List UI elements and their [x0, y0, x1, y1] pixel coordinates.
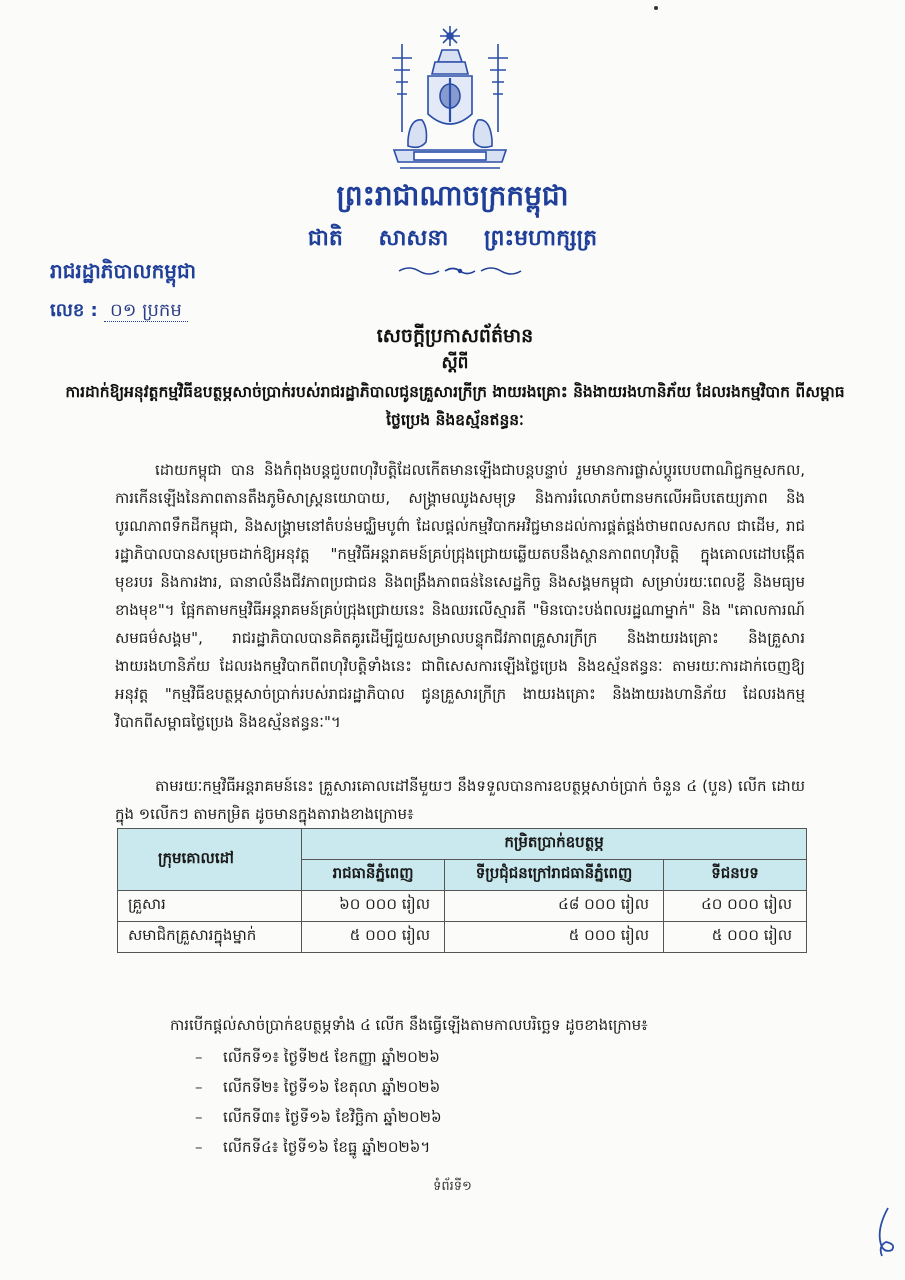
- scan-speck: [654, 6, 658, 10]
- list-item: – លើកទី៤៖ ថ្ងៃទី១៦ ខែធ្នូ ឆ្នាំ២០២៦។: [195, 1132, 442, 1162]
- table-cell: ៥ ០០០ រៀល: [664, 922, 807, 953]
- row-group-label: គ្រួសារ: [118, 891, 302, 922]
- ornament-divider-icon: [395, 264, 525, 278]
- page-number: ទំព័រទី១: [433, 1179, 472, 1194]
- payment-schedule-list: [195, 1042, 442, 1162]
- paragraph-program: តាមរយៈកម្មវិធីអន្តរាគមន៍នេះ គ្រួសារគោលដៅនីមួយៗ នឹងទទួលបានការឧបត្ថម្ភសាច់ប្រាក់ ចំនួន ៤ (បួន) លើក ដោយក្នុង ១លើកៗ តាមកម្រិត ដូចមានក្នុងតារាងខាងក្រោម៖: [115, 777, 805, 823]
- table-cell: ៦០ ០០០ រៀល: [302, 891, 445, 922]
- royal-emblem-icon: [380, 22, 520, 174]
- reference-number-value: ០១ ប្រកម: [104, 300, 188, 322]
- kingdom-title: ព្រះរាជាណាចក្រកម្ពុជា: [336, 179, 569, 212]
- paragraph-context: ដោយកម្ពុជា បាន និងកំពុងបន្តជួបពហុវិបត្តិដែលកើតមានឡើងជាបន្តបន្ទាប់ រួមមានការផ្លាស់ប្តូរបេបពាណិជ្ជកម្មសកល, ការកើនឡើងនៃភាពតានតឹងភូមិសាស្ត្រនយោបាយ, សង្គ្រាមឈូងសមុទ្រ និងការរំលោភបំពានមកលើអធិបតេយ្យភាព និងបូរណភាពទឹកដីកម្ពុជា, និងសង្គ្រាមនៅតំបន់មជ្ឈិមបូព៌ា ដែលផ្តល់កម្មវិបាកអវិជ្ជមានដល់ការផ្គត់ផ្គង់ថាមពលសកល ជាដើម, រាជរដ្ឋាភិបាលបានសម្រេចដាក់ឱ្យអនុវត្ត "កម្មវិធីអន្តរាគមន៍គ្រប់ជ្រុងជ្រោយឆ្លើយតបនឹងស្ថានភាពពហុវិបត្តិ ក្នុងគោលដៅបង្កើតមុខរបរ និងការងារ, ធានាលំនឹងជីវភាពប្រជាជន និងពង្រឹងភាពធន់នៃសេដ្ឋកិច្ច និងសង្គមកម្ពុជា សម្រាប់រយៈពេលខ្លី និងមធ្យមខាងមុខ"។ ផ្អែកតាមកម្មវិធីអន្តរាគមន៍គ្រប់ជ្រុងជ្រោយនេះ និងឈរលើស្មារតី "មិនបោះបង់ពលរដ្ឋណាម្នាក់" និង "គោលការណ៍សមធម៌សង្គម", រាជរដ្ឋាភិបាលបានគិតគូរដើម្បីជួយសម្រាលបន្ទុកជីវភាពគ្រួសារក្រីក្រ និងងាយរងគ្រោះ និងគ្រួសារងាយរងហានិភ័យ ដែលរងកម្មវិបាកពីពហុវិបត្តិទាំងនេះ ជាពិសេសការឡើងថ្លៃប្រេង និងឧស្ម័នឥន្ធនៈ តាមរយៈការដាក់ចេញឱ្យអនុវត្ត "កម្មវិធីឧបត្ថម្ភសាច់ប្រាក់របស់រាជរដ្ឋាភិបាល ជូនគ្រួសារក្រីក្រ ងាយរងគ្រោះ និងងាយរងហានិភ័យ ដែលរងកម្មវិបាកពីសម្ពាធថ្លៃប្រេង និងឧស្ម័នឥន្ធនៈ"។: [115, 461, 805, 731]
- reference-number: [50, 298, 188, 325]
- document-type-title: សេចក្តីប្រកាសព័ត៌មាន: [376, 325, 534, 347]
- motto-nation: ជាតិ: [307, 226, 343, 251]
- subsidy-table: [117, 828, 807, 953]
- list-item: – លើកទី១៖ ថ្ងៃទី២៥ ខែកញ្ញា ឆ្នាំ២០២៦: [195, 1042, 442, 1072]
- col-header-urban-provinces: ទីប្រជុំជនក្រៅរាជធានីភ្នំពេញ: [445, 860, 664, 891]
- table-row: [118, 891, 807, 922]
- col-header-rural: ទីជនបទ: [664, 860, 807, 891]
- row-group-label: សមាជិកគ្រួសារក្នុងម្នាក់: [118, 922, 302, 953]
- table-header-row: [118, 829, 807, 860]
- paragraph-schedule: ការបើកផ្តល់សាច់ប្រាក់ឧបត្ថម្ភទាំង ៤ លើក នឹងធ្វើឡើងតាមកាលបរិច្ឆេទ ដូចខាងក្រោម៖: [170, 1016, 648, 1034]
- col-header-subsidy-levels: កម្រិតប្រាក់ឧបត្ថម្ភ: [302, 829, 807, 860]
- subject-prefix: ស្តីពី: [441, 353, 469, 373]
- reference-number-label: លេខ :: [50, 300, 98, 321]
- motto-king: ព្រះមហាក្សត្រ: [483, 226, 598, 251]
- list-item: – លើកទី២៖ ថ្ងៃទី១៦ ខែតុលា ឆ្នាំ២០២៦: [195, 1072, 442, 1102]
- col-header-target-group: ក្រុមគោលដៅ: [118, 829, 302, 891]
- subject-title: ការដាក់ឱ្យអនុវត្តកម្មវិធីឧបត្ថម្ភសាច់ប្រាក់របស់រាជរដ្ឋាភិបាលជូនគ្រួសារក្រីក្រ ងាយរងគ្រោះ និងងាយរងហានិភ័យ ដែលរងកម្មវិបាក ពីសម្ពាធថ្លៃប្រេង និងឧស្ម័នឥន្ធនៈ: [65, 383, 845, 429]
- initials-signature-icon: [872, 1206, 898, 1260]
- table-cell: ៥ ០០០ រៀល: [302, 922, 445, 953]
- motto-religion: សាសនា: [378, 226, 449, 251]
- table-cell: ៥ ០០០ រៀល: [445, 922, 664, 953]
- list-item: – លើកទី៣៖ ថ្ងៃទី១៦ ខែវិច្ឆិកា ឆ្នាំ២០២៦: [195, 1102, 442, 1132]
- table-cell: ៤០ ០០០ រៀល: [664, 891, 807, 922]
- table-cell: ៤៨ ០០០ រៀល: [445, 891, 664, 922]
- issuing-government: រាជរដ្ឋាភិបាលកម្ពុជា: [50, 259, 196, 283]
- national-motto: [0, 224, 905, 256]
- table-row: [118, 922, 807, 953]
- col-header-phnom-penh: រាជធានីភ្នំពេញ: [302, 860, 445, 891]
